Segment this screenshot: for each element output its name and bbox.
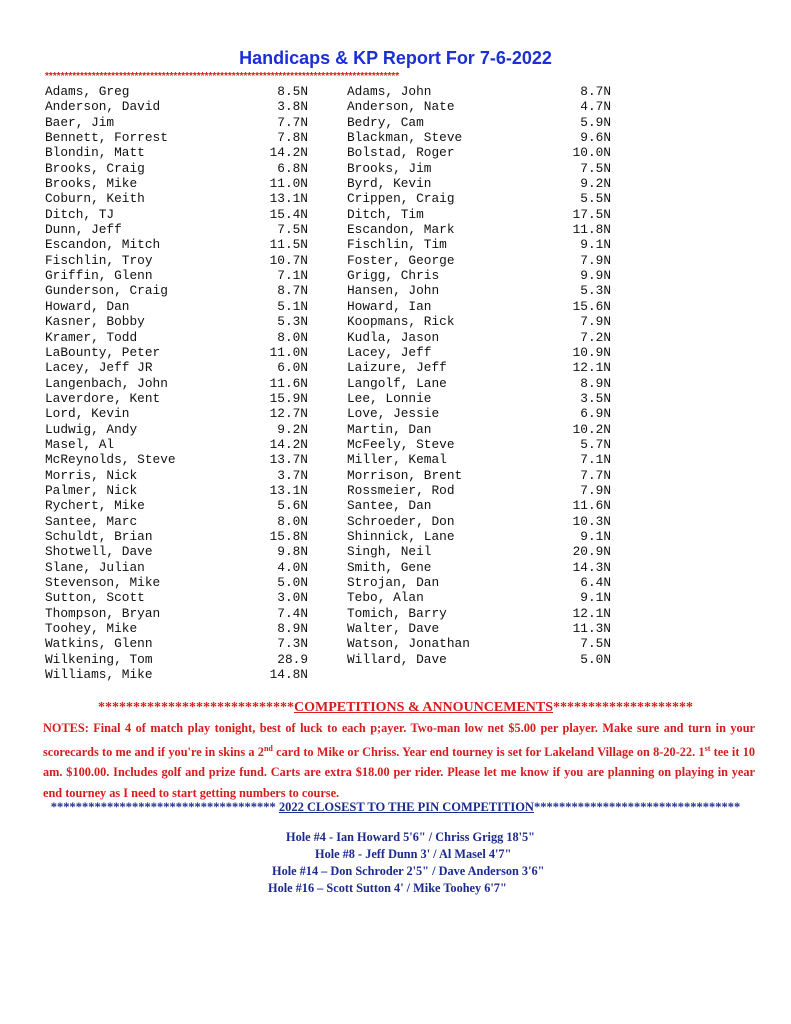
roster-row bbox=[45, 667, 625, 682]
roster-row bbox=[45, 237, 625, 252]
player-name: McReynolds, Steve bbox=[45, 452, 176, 468]
player-handicap: 9.9N bbox=[580, 268, 611, 284]
player-name: Brooks, Mike bbox=[45, 176, 138, 192]
player-name: Tebo, Alan bbox=[347, 590, 424, 606]
player-handicap: 10.2N bbox=[572, 421, 611, 437]
player-name: Masel, Al bbox=[45, 436, 115, 452]
player-handicap: 9.1N bbox=[580, 528, 611, 544]
roster-row bbox=[45, 115, 625, 130]
player-handicap: 7.2N bbox=[580, 329, 611, 345]
roster-row bbox=[45, 299, 625, 314]
player-name: Tomich, Barry bbox=[347, 605, 447, 621]
player-handicap: 9.2N bbox=[277, 421, 308, 437]
player-name: Schuldt, Brian bbox=[45, 528, 153, 544]
player-name: Brooks, Jim bbox=[347, 160, 432, 176]
player-handicap: 13.7N bbox=[269, 452, 308, 468]
player-handicap: 7.5N bbox=[580, 160, 611, 176]
player-name: Adams, John bbox=[347, 84, 432, 99]
player-name: Toohey, Mike bbox=[45, 621, 138, 637]
roster-row bbox=[45, 422, 625, 437]
player-name: Koopmans, Rick bbox=[347, 314, 455, 330]
player-handicap: 10.0N bbox=[572, 145, 611, 161]
title-divider: ******************************************************************************************* bbox=[45, 71, 400, 82]
player-name: Baer, Jim bbox=[45, 114, 115, 130]
player-name: Laizure, Jeff bbox=[347, 360, 447, 376]
player-handicap: 11.3N bbox=[572, 621, 611, 637]
player-name: Shinnick, Lane bbox=[347, 528, 455, 544]
player-handicap: 12.1N bbox=[572, 360, 611, 376]
kp-stars-left: ************************************ bbox=[50, 800, 276, 814]
roster-row bbox=[45, 130, 625, 145]
player-name: Lacey, Jeff bbox=[347, 344, 432, 360]
roster-row bbox=[45, 590, 625, 605]
player-name: Thompson, Bryan bbox=[45, 605, 161, 621]
player-handicap: 14.3N bbox=[572, 559, 611, 575]
roster-row bbox=[45, 176, 625, 191]
player-name: Smith, Gene bbox=[347, 559, 432, 575]
player-handicap: 10.7N bbox=[269, 252, 308, 268]
player-handicap: 11.0N bbox=[269, 176, 308, 192]
player-handicap: 4.0N bbox=[277, 559, 308, 575]
player-name: Slane, Julian bbox=[45, 559, 145, 575]
roster-row bbox=[45, 99, 625, 114]
roster-row bbox=[45, 437, 625, 452]
player-name: Lacey, Jeff JR bbox=[45, 360, 153, 376]
roster-row bbox=[45, 376, 625, 391]
player-handicap: 13.1N bbox=[269, 191, 308, 207]
player-handicap: 5.7N bbox=[580, 436, 611, 452]
player-name: Ditch, Tim bbox=[347, 206, 424, 222]
player-handicap: 15.6N bbox=[572, 298, 611, 314]
roster-row bbox=[45, 452, 625, 467]
player-name: Ludwig, Andy bbox=[45, 421, 138, 437]
player-handicap: 3.5N bbox=[580, 390, 611, 406]
player-name: Foster, George bbox=[347, 252, 455, 268]
player-name: Anderson, Nate bbox=[347, 99, 455, 115]
player-handicap: 7.8N bbox=[277, 130, 308, 146]
player-handicap: 8.9N bbox=[277, 621, 308, 637]
player-name: Morrison, Brent bbox=[347, 467, 463, 483]
player-handicap: 14.8N bbox=[269, 667, 308, 683]
roster-row bbox=[45, 575, 625, 590]
player-name: Grigg, Chris bbox=[347, 268, 440, 284]
player-handicap: 7.9N bbox=[580, 482, 611, 498]
player-handicap: 14.2N bbox=[269, 145, 308, 161]
player-name: Kasner, Bobby bbox=[45, 314, 145, 330]
player-name: Fischlin, Tim bbox=[347, 237, 447, 253]
player-handicap: 10.3N bbox=[572, 513, 611, 529]
player-name: Williams, Mike bbox=[45, 667, 153, 683]
roster-row bbox=[45, 253, 625, 268]
player-name: Howard, Dan bbox=[45, 298, 130, 314]
player-handicap: 11.6N bbox=[269, 375, 308, 391]
player-handicap: 5.5N bbox=[580, 191, 611, 207]
player-name: Santee, Marc bbox=[45, 513, 138, 529]
player-name: Willard, Dave bbox=[347, 651, 447, 667]
player-name: Crippen, Craig bbox=[347, 191, 455, 207]
kp-hole-16: Hole #16 – Scott Sutton 4' / Mike Toohey 6'7" bbox=[268, 881, 507, 895]
player-name: Rychert, Mike bbox=[45, 498, 145, 514]
player-handicap: 17.5N bbox=[572, 206, 611, 222]
player-handicap: 8.0N bbox=[277, 513, 308, 529]
player-name: Miller, Kemal bbox=[347, 452, 447, 468]
kp-stars-right: ********************************* bbox=[533, 800, 741, 814]
player-name: Santee, Dan bbox=[347, 498, 432, 514]
player-name: Martin, Dan bbox=[347, 421, 432, 437]
player-handicap: 9.8N bbox=[277, 544, 308, 560]
player-handicap: 8.5N bbox=[277, 84, 308, 99]
player-handicap: 5.0N bbox=[580, 651, 611, 667]
roster-row bbox=[45, 514, 625, 529]
player-name: Anderson, David bbox=[45, 99, 161, 115]
roster-row bbox=[45, 360, 625, 375]
player-name: Brooks, Craig bbox=[45, 160, 145, 176]
player-handicap: 7.7N bbox=[277, 114, 308, 130]
roster-row bbox=[45, 606, 625, 621]
player-handicap: 6.9N bbox=[580, 406, 611, 422]
roster-row bbox=[45, 283, 625, 298]
player-name: Bedry, Cam bbox=[347, 114, 424, 130]
player-handicap: 11.0N bbox=[269, 344, 308, 360]
player-handicap: 10.9N bbox=[572, 344, 611, 360]
kp-hole-4: Hole #4 - Ian Howard 5'6" / Chriss Grigg 18'5" bbox=[286, 830, 536, 844]
player-name: Fischlin, Troy bbox=[45, 252, 153, 268]
roster-row bbox=[45, 222, 625, 237]
kp-hole-14: Hole #14 – Don Schroder 2'5" / Dave Anderson 3'6" bbox=[272, 864, 545, 878]
player-handicap: 5.6N bbox=[277, 498, 308, 514]
player-name: Wilkening, Tom bbox=[45, 651, 153, 667]
roster-row bbox=[45, 330, 625, 345]
roster-row bbox=[45, 468, 625, 483]
player-name: Coburn, Keith bbox=[45, 191, 145, 207]
player-handicap: 7.5N bbox=[580, 636, 611, 652]
player-handicap: 12.7N bbox=[269, 406, 308, 422]
roster-row bbox=[45, 483, 625, 498]
player-name: Lee, Lonnie bbox=[347, 390, 432, 406]
player-handicap: 15.9N bbox=[269, 390, 308, 406]
roster-row bbox=[45, 161, 625, 176]
player-name: McFeely, Steve bbox=[347, 436, 455, 452]
competitions-title: COMPETITIONS & ANNOUNCEMENTS bbox=[293, 700, 554, 715]
report-title: Handicaps & KP Report For 7-6-2022 bbox=[239, 48, 552, 68]
player-name: Byrd, Kevin bbox=[347, 176, 432, 192]
player-name: Dunn, Jeff bbox=[45, 222, 122, 238]
roster-row bbox=[45, 84, 625, 99]
roster-row bbox=[45, 268, 625, 283]
roster-row bbox=[45, 636, 625, 651]
player-handicap: 9.2N bbox=[580, 176, 611, 192]
player-handicap: 15.4N bbox=[269, 206, 308, 222]
roster-row bbox=[45, 345, 625, 360]
player-name: Hansen, John bbox=[347, 283, 440, 299]
player-name: Bolstad, Roger bbox=[347, 145, 455, 161]
player-name: Bennett, Forrest bbox=[45, 130, 168, 146]
player-handicap: 7.9N bbox=[580, 252, 611, 268]
player-name: LaBounty, Peter bbox=[45, 344, 161, 360]
player-name: Adams, Greg bbox=[45, 84, 130, 99]
player-name: Escandon, Mitch bbox=[45, 237, 161, 253]
player-handicap: 7.9N bbox=[580, 314, 611, 330]
player-name: Blackman, Steve bbox=[347, 130, 463, 146]
player-name: Shotwell, Dave bbox=[45, 544, 153, 560]
roster-row bbox=[45, 498, 625, 513]
player-name: Morris, Nick bbox=[45, 467, 138, 483]
player-handicap: 3.7N bbox=[277, 467, 308, 483]
player-name: Langolf, Lane bbox=[347, 375, 447, 391]
player-handicap: 15.8N bbox=[269, 528, 308, 544]
roster-row bbox=[45, 314, 625, 329]
player-name: Watson, Jonathan bbox=[347, 636, 470, 652]
player-handicap: 28.9 bbox=[277, 651, 308, 667]
player-handicap: 20.9N bbox=[572, 544, 611, 560]
competitions-stars-right: ******************** bbox=[553, 700, 694, 715]
player-handicap: 6.0N bbox=[277, 360, 308, 376]
player-handicap: 7.4N bbox=[277, 605, 308, 621]
kp-heading bbox=[0, 800, 791, 815]
player-name: Rossmeier, Rod bbox=[347, 482, 455, 498]
player-name: Griffin, Glenn bbox=[45, 268, 153, 284]
player-handicap: 5.3N bbox=[580, 283, 611, 299]
player-name: Schroeder, Don bbox=[347, 513, 455, 529]
roster-row bbox=[45, 560, 625, 575]
player-handicap: 6.8N bbox=[277, 160, 308, 176]
player-name: Ditch, TJ bbox=[45, 206, 115, 222]
player-name: Kudla, Jason bbox=[347, 329, 440, 345]
player-handicap: 5.9N bbox=[580, 114, 611, 130]
player-handicap: 8.7N bbox=[580, 84, 611, 99]
player-handicap: 3.8N bbox=[277, 99, 308, 115]
roster-row bbox=[45, 621, 625, 636]
player-handicap: 12.1N bbox=[572, 605, 611, 621]
player-handicap: 5.1N bbox=[277, 298, 308, 314]
player-handicap: 11.6N bbox=[572, 498, 611, 514]
roster-row bbox=[45, 529, 625, 544]
player-name: Gunderson, Craig bbox=[45, 283, 168, 299]
roster-row bbox=[45, 406, 625, 421]
player-handicap: 4.7N bbox=[580, 99, 611, 115]
player-handicap: 7.1N bbox=[277, 268, 308, 284]
announcement-notes: NOTES: Final 4 of match play tonight, best of luck to each p;ayer. Two-man low net $5.00 per player. Make sure and turn in your scorecards to me and if you're in skins a 2nd card to Mike or Chriss. Year end tourney is set for Lakeland Village on 8-20-22. 1st tee it 10 am. $100.00. Includes golf and prize fund. Carts are extra $18.00 per rider. Please let me know if you are planning on playing in year end tourney as I need to start getting numbers to course. bbox=[43, 721, 755, 800]
player-handicap: 6.4N bbox=[580, 575, 611, 590]
player-handicap: 11.5N bbox=[269, 237, 308, 253]
competitions-heading bbox=[0, 700, 791, 716]
player-name: Sutton, Scott bbox=[45, 590, 145, 606]
player-name: Lord, Kevin bbox=[45, 406, 130, 422]
roster-row bbox=[45, 207, 625, 222]
player-handicap: 9.1N bbox=[580, 237, 611, 253]
player-handicap: 7.1N bbox=[580, 452, 611, 468]
player-handicap: 7.3N bbox=[277, 636, 308, 652]
player-handicap: 9.1N bbox=[580, 590, 611, 606]
roster-row bbox=[45, 191, 625, 206]
competitions-stars-left: **************************** bbox=[97, 700, 294, 715]
player-handicap: 14.2N bbox=[269, 436, 308, 452]
player-handicap: 8.7N bbox=[277, 283, 308, 299]
roster-row bbox=[45, 391, 625, 406]
player-name: Walter, Dave bbox=[347, 621, 440, 637]
player-name: Strojan, Dan bbox=[347, 575, 440, 590]
player-name: Palmer, Nick bbox=[45, 482, 138, 498]
player-name: Blondin, Matt bbox=[45, 145, 145, 161]
player-handicap: 5.0N bbox=[277, 575, 308, 590]
player-name: Laverdore, Kent bbox=[45, 390, 161, 406]
player-name: Watkins, Glenn bbox=[45, 636, 153, 652]
player-handicap: 3.0N bbox=[277, 590, 308, 606]
player-name: Kramer, Todd bbox=[45, 329, 138, 345]
roster-row bbox=[45, 652, 625, 667]
player-name: Singh, Neil bbox=[347, 544, 432, 560]
player-handicap: 7.7N bbox=[580, 467, 611, 483]
handicap-roster bbox=[45, 84, 625, 682]
roster-row bbox=[45, 544, 625, 559]
player-name: Howard, Ian bbox=[347, 298, 432, 314]
player-handicap: 5.3N bbox=[277, 314, 308, 330]
player-name: Love, Jessie bbox=[347, 406, 440, 422]
player-handicap: 13.1N bbox=[269, 482, 308, 498]
roster-row bbox=[45, 145, 625, 160]
player-name: Langenbach, John bbox=[45, 375, 168, 391]
kp-hole-8: Hole #8 - Jeff Dunn 3' / Al Masel 4'7" bbox=[315, 847, 512, 861]
player-handicap: 9.6N bbox=[580, 130, 611, 146]
player-name: Stevenson, Mike bbox=[45, 575, 161, 590]
player-handicap: 8.9N bbox=[580, 375, 611, 391]
player-handicap: 7.5N bbox=[277, 222, 308, 238]
player-name: Escandon, Mark bbox=[347, 222, 455, 238]
kp-title: 2022 CLOSEST TO THE PIN COMPETITION bbox=[278, 800, 534, 814]
player-handicap: 8.0N bbox=[277, 329, 308, 345]
player-handicap: 11.8N bbox=[572, 222, 611, 238]
